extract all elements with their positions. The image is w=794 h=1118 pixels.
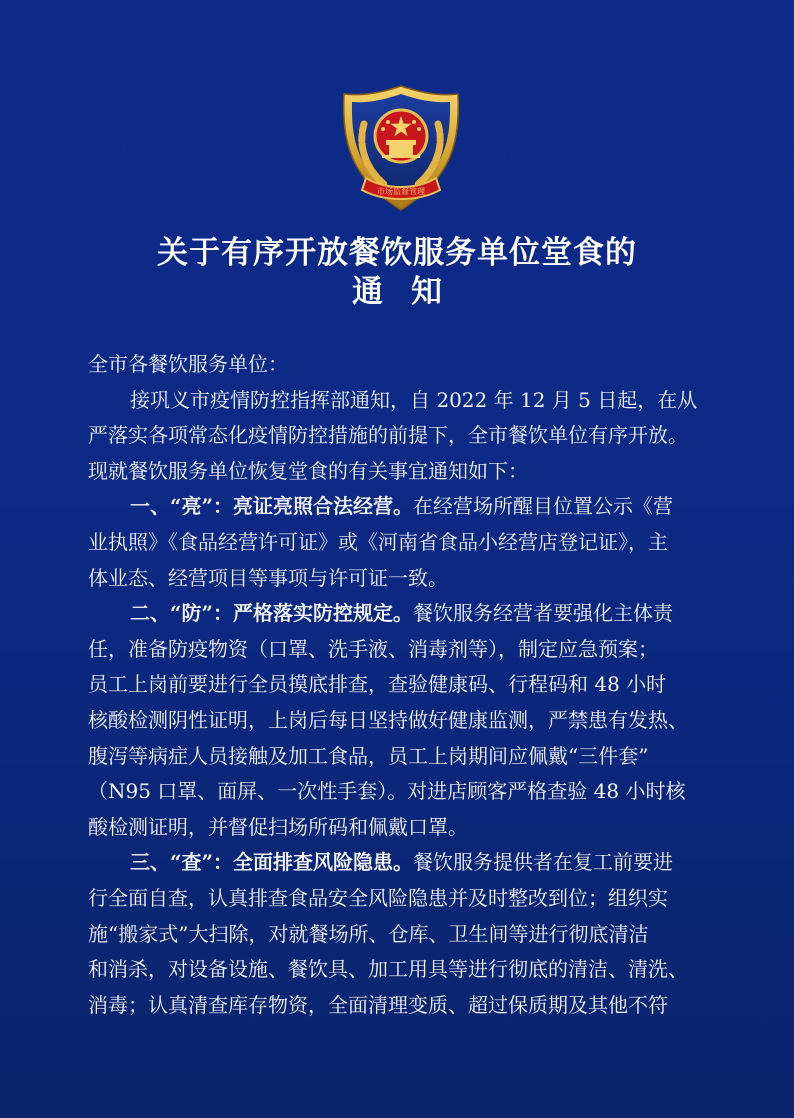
notice-title-line2: 通知 (352, 274, 470, 310)
section3-line: 行全面自查，认真排查食品安全风险隐患并及时整改到位；组织实 (88, 885, 668, 910)
section2-line: 任，准备防疫物资（口罩、洗手液、消毒剂等），制定应急预案； (88, 636, 658, 661)
section1-text: 在经营场所醒目位置公示《营 (413, 494, 674, 519)
section2-text: 餐饮服务经营者要强化主体责 (413, 601, 674, 626)
section1-line: 业执照》《食品经营许可证》或《河南省食品小经营店登记证》，主 (88, 529, 668, 554)
police-emblem-icon (336, 82, 466, 214)
section1-first-line (88, 489, 728, 525)
section2-heading: 二、“防”：严格落实防控规定。 (130, 601, 414, 626)
section3-text: 餐饮服务提供者在复工前要进 (413, 850, 674, 875)
section3-line: 消毒；认真清查库存物资，全面清理变质、超过保质期及其他不符 (88, 992, 668, 1017)
notice-title: 关于有序开放餐饮服务单位堂食的 (157, 235, 637, 271)
section3-line: 施“搬家式”大扫除，对就餐场所、仓库、卫生间等进行彻底清洁 (88, 921, 649, 946)
section3-line: 和消杀，对设备设施、餐饮具、加工用具等进行彻底的清洁、清洗、 (88, 957, 688, 982)
salutation: 全市各餐饮服务单位： (88, 352, 288, 376)
section2-line: 员工上岗前要进行全员摸底排查，查验健康码、行程码和 48 小时 (88, 672, 667, 697)
section2-line: （N95 口罩、面屏、一次性手套）。对进店顾客严格查验 48 小时核 (88, 779, 686, 804)
intro-line: 现就餐饮服务单位恢复堂食的有关事宜通知如下： (88, 458, 528, 483)
section2-first-line (88, 596, 728, 632)
intro-line: 严落实各项常态化疫情防控措施的前提下，全市餐饮单位有序开放。 (88, 423, 688, 448)
section3-first-line (88, 845, 728, 881)
notice-body (88, 347, 728, 1023)
intro-line: 接巩义市疫情防控指挥部通知，自 2022 年 12 月 5 日起，在从 (130, 387, 698, 412)
emblem-ribbon-text: 市场监督管理 (377, 187, 425, 196)
section1-line: 体业态、经营项目等事项与许可证一致。 (88, 565, 448, 590)
section2-line: 腹泻等病症人员接触及加工食品，员工上岗期间应佩戴“三件套” (88, 743, 649, 768)
section2-line: 酸检测证明，并督促扫场所码和佩戴口罩。 (88, 814, 468, 839)
section3-heading: 三、“查”：全面排查风险隐患。 (130, 850, 414, 875)
section2-line: 核酸检测阴性证明，上岗后每日坚持做好健康监测，严禁患有发热、 (88, 707, 688, 732)
section1-heading: 一、“亮”：亮证亮照合法经营。 (130, 494, 414, 519)
